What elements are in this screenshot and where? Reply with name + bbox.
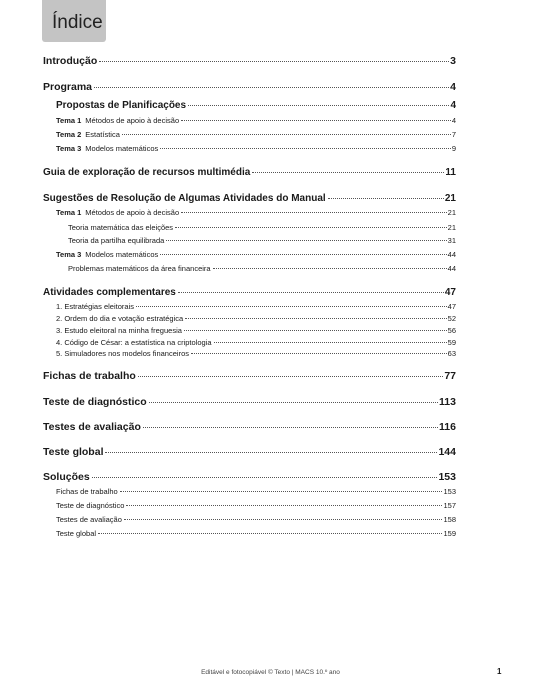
- toc-entry-page: 153: [438, 471, 456, 483]
- toc-entry-label: Modelos matemáticos: [85, 144, 159, 153]
- toc-entry-atividade-4[interactable]: [56, 339, 456, 347]
- toc-entry-propostas-tema3[interactable]: [56, 145, 456, 153]
- dot-leader: [188, 105, 449, 106]
- dot-leader: [124, 519, 443, 520]
- toc-entry-sugestoes-tema1[interactable]: [56, 209, 456, 217]
- dot-leader: [181, 212, 447, 213]
- toc-entry-label: Soluções: [43, 471, 90, 483]
- toc-entry-atividades[interactable]: [43, 288, 456, 298]
- dot-leader: [98, 533, 442, 534]
- toc-entry-label: Propostas de Planificações: [56, 100, 187, 111]
- toc-entry-label: Introdução: [43, 55, 98, 67]
- toc-entry-page: 44: [447, 250, 456, 259]
- dot-leader: [191, 353, 447, 354]
- toc-entry-label: Sugestões de Resolução de Algumas Atividades do Manual: [43, 193, 326, 204]
- dot-leader: [178, 292, 444, 293]
- toc-entry-label: Guia de exploração de recursos multimédia: [43, 167, 251, 178]
- toc-entry-programa[interactable]: [43, 82, 456, 93]
- toc-entry-label: Métodos de apoio à decisão: [85, 116, 180, 125]
- toc-entry-page: 52: [447, 314, 456, 323]
- toc-entry-page: 4: [451, 116, 456, 125]
- toc-entry-solucoes-diagnostico[interactable]: [56, 502, 456, 510]
- toc-entry-page: 116: [439, 421, 456, 433]
- dot-leader: [181, 120, 451, 121]
- page-number: 1: [497, 667, 502, 676]
- dot-leader: [99, 61, 449, 62]
- toc-entry-label: 2. Ordem do dia e votação estratégica: [56, 314, 184, 323]
- toc-entry-page: 47: [444, 287, 456, 298]
- dot-leader: [184, 330, 447, 331]
- toc-entry-page: 21: [444, 193, 456, 204]
- toc-entry-page: 21: [447, 223, 456, 232]
- toc-entry-teoria-eleicoes[interactable]: [68, 224, 456, 232]
- toc-entry-sugestoes[interactable]: [43, 194, 456, 204]
- dot-leader: [92, 477, 438, 478]
- toc-entry-page: 3: [450, 55, 456, 67]
- toc-entry-label: Teste de diagnóstico: [43, 396, 147, 408]
- dot-leader: [166, 240, 446, 241]
- toc-entry-atividade-2[interactable]: [56, 315, 456, 323]
- toc-entry-label: Teste global: [56, 529, 97, 538]
- toc-entry-page: 113: [439, 396, 456, 408]
- toc-entry-label: Problemas matemáticos da área financeira: [68, 264, 211, 273]
- toc-entry-label: Testes de avaliação: [56, 515, 122, 524]
- toc-entry-page: 63: [447, 349, 456, 358]
- dot-leader: [136, 306, 447, 307]
- toc-entry-solucoes-avaliacao[interactable]: [56, 516, 456, 524]
- toc-entry-problemas-financeira[interactable]: [68, 265, 456, 273]
- toc-entry-solucoes[interactable]: [43, 472, 456, 483]
- toc-entry-label: Testes de avaliação: [43, 421, 141, 433]
- toc-entry-testes-avaliacao[interactable]: [43, 422, 456, 433]
- dot-leader: [175, 227, 447, 228]
- toc-entry-guia[interactable]: [43, 168, 456, 178]
- toc-entry-page: 158: [443, 515, 456, 524]
- dot-leader: [120, 491, 443, 492]
- toc-entry-atividade-3[interactable]: [56, 327, 456, 335]
- toc-entry-page: 59: [447, 338, 456, 347]
- dot-leader: [160, 254, 446, 255]
- toc-entry-label: Teste global: [43, 446, 104, 458]
- toc-entry-label: Atividades complementares: [43, 287, 176, 298]
- toc-entry-tema: Tema 2: [56, 130, 82, 139]
- page-footer: Editável e fotocopiável © Texto | MACS 10.º ano: [201, 669, 340, 676]
- toc-entry-solucoes-global[interactable]: [56, 530, 456, 538]
- toc-entry-page: 11: [445, 167, 456, 178]
- dot-leader: [143, 427, 438, 428]
- toc-entry-atividade-5[interactable]: [56, 350, 456, 358]
- dot-leader: [105, 452, 437, 453]
- toc-entry-propostas[interactable]: [56, 101, 456, 111]
- dot-leader: [214, 342, 447, 343]
- toc-entry-label: Modelos matemáticos: [85, 250, 159, 259]
- dot-leader: [126, 505, 442, 506]
- toc-entry-tema: Tema 1: [56, 208, 82, 217]
- toc-entry-label: Teoria matemática das eleições: [68, 223, 174, 232]
- toc-entry-label: 3. Estudo eleitoral na minha freguesia: [56, 326, 182, 335]
- toc-entry-teste-diagnostico[interactable]: [43, 397, 456, 408]
- toc-entry-tema: Tema 3: [56, 144, 82, 153]
- toc-entry-page: 9: [451, 144, 456, 153]
- dot-leader: [213, 268, 447, 269]
- toc-entry-introducao[interactable]: [43, 56, 456, 67]
- toc-entry-label: Fichas de trabalho: [43, 370, 136, 382]
- toc-entry-label: 1. Estratégias eleitorais: [56, 302, 134, 311]
- dot-leader: [185, 318, 447, 319]
- toc-entry-sugestoes-tema3[interactable]: [56, 251, 456, 259]
- dot-leader: [328, 198, 444, 199]
- dot-leader: [94, 87, 449, 88]
- toc-entry-teoria-partilha[interactable]: [68, 237, 456, 245]
- toc-entry-page: 4: [450, 81, 456, 93]
- dot-leader: [160, 148, 451, 149]
- toc-entry-page: 4: [450, 100, 456, 111]
- toc-entry-page: 159: [443, 529, 456, 538]
- toc-entry-page: 153: [443, 487, 456, 496]
- toc-entry-fichas[interactable]: [43, 371, 456, 382]
- toc-entry-teste-global[interactable]: [43, 447, 456, 458]
- toc-entry-page: 31: [447, 236, 456, 245]
- toc-entry-page: 47: [447, 302, 456, 311]
- toc-entry-atividade-1[interactable]: [56, 303, 456, 311]
- toc-entry-solucoes-fichas[interactable]: [56, 488, 456, 496]
- toc-entry-page: 77: [444, 370, 456, 382]
- dot-leader: [138, 376, 444, 377]
- toc-entry-tema: Tema 1: [56, 116, 82, 125]
- toc-entry-propostas-tema1[interactable]: [56, 117, 456, 125]
- toc-entry-label: Teste de diagnóstico: [56, 501, 125, 510]
- toc-entry-label: Fichas de trabalho: [56, 487, 118, 496]
- toc-entry-label: Teoria da partilha equilibrada: [68, 236, 165, 245]
- dot-leader: [252, 172, 444, 173]
- toc-entry-page: 44: [447, 264, 456, 273]
- toc-entry-tema: Tema 3: [56, 250, 82, 259]
- toc-entry-page: 7: [451, 130, 456, 139]
- toc-entry-label: Métodos de apoio à decisão: [85, 208, 180, 217]
- dot-leader: [149, 402, 438, 403]
- toc-entry-page: 144: [438, 446, 456, 458]
- toc-entry-page: 157: [443, 501, 456, 510]
- page-title: Índice: [52, 12, 103, 33]
- dot-leader: [122, 134, 451, 135]
- toc-entry-propostas-tema2[interactable]: [56, 131, 456, 139]
- toc-entry-label: 4. Código de César: a estatística na criptologia: [56, 338, 212, 347]
- toc-entry-label: Programa: [43, 81, 93, 93]
- toc-entry-label: 5. Simuladores nos modelos financeiros: [56, 349, 189, 358]
- toc-entry-page: 21: [447, 208, 456, 217]
- toc-entry-page: 56: [447, 326, 456, 335]
- toc-entry-label: Estatística: [85, 130, 120, 139]
